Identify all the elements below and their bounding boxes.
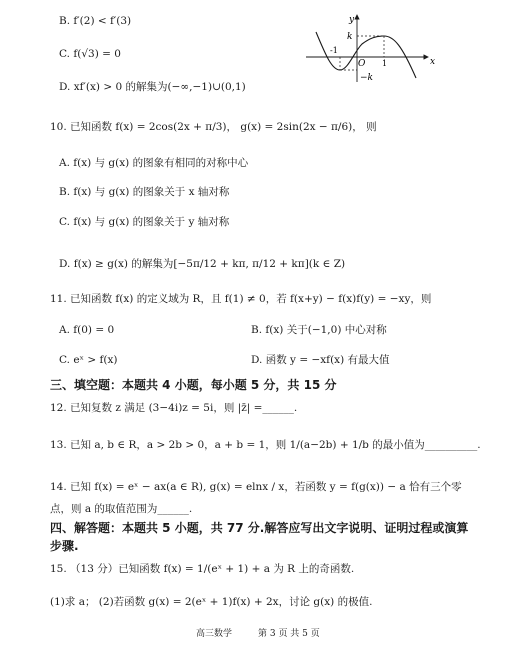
- q12: 12. 已知复数 z 满足 (3−4i)z = 5i，则 |z̄| =______.: [50, 402, 298, 414]
- q9-option-d: D. xf′(x) > 0 的解集为(−∞,−1)∪(0,1): [59, 81, 246, 93]
- section-3-heading: 三、填空题：本题共 4 小题，每小题 5 分，共 15 分: [50, 378, 337, 392]
- q11-option-c: C. eˣ > f(x): [59, 354, 118, 366]
- q11-option-b: B. f(x) 关于(−1,0) 中心对称: [251, 324, 387, 336]
- q13: 13. 已知 a, b ∈ R，a > 2b > 0，a + b = 1，则 1/(a−2b) + 1/b 的最小值为__________.: [50, 439, 481, 451]
- footer-subject: 高三数学: [196, 629, 233, 639]
- k-label: k: [347, 32, 353, 42]
- q11-option-d: D. 函数 y = −xf(x) 有最大值: [251, 354, 390, 366]
- derivative-curve: [316, 32, 416, 78]
- origin-label: O: [358, 59, 366, 69]
- tick-1-label: 1: [382, 59, 388, 68]
- x-axis-label: x: [430, 57, 436, 67]
- q11-stem: 11. 已知函数 f(x) 的定义域为 R，且 f(1) ≠ 0，若 f(x+y) − f(x)f(y) = −xy，则: [50, 293, 432, 305]
- q15-parts: (1)求 a； (2)若函数 g(x) = 2(eˣ + 1)f(x) + 2x，讨论 g(x) 的极值.: [50, 596, 373, 608]
- q10-option-d: D. f(x) ≥ g(x) 的解集为[−5π/12 + kπ, π/12 + kπ](k ∈ Z): [59, 258, 346, 270]
- q9-option-b: B. f′(2) < f′(3): [59, 15, 132, 27]
- y-axis-label: y: [349, 15, 355, 25]
- section-4-heading-line-2: 步骤.: [50, 539, 79, 553]
- q10-stem: 10. 已知函数 f(x) = 2cos(2x + π/3)， g(x) = 2sin(2x − π/6)， 则: [50, 121, 377, 133]
- derivative-graph: [302, 12, 442, 84]
- q15-stem: 15. （13 分）已知函数 f(x) = 1/(eˣ + 1) + a 为 R 上的奇函数.: [50, 563, 355, 575]
- q9-option-c: C. f(√3) = 0: [59, 48, 121, 60]
- q14-line-1: 14. 已知 f(x) = eˣ − ax(a ∈ R), g(x) = elnx / x，若函数 y = f(g(x)) − a 恰有三个零: [50, 481, 462, 493]
- tick-neg1-label: -1: [330, 46, 338, 55]
- footer-page: 第 3 页 共 5 页: [258, 629, 320, 639]
- section-4-heading-line-1: 四、解答题：本题共 5 小题，共 77 分.解答应写出文字说明、证明过程或演算: [50, 521, 469, 535]
- q11-option-a: A. f(0) = 0: [59, 324, 115, 336]
- neg-k-label: −k: [360, 73, 373, 83]
- q10-option-c: C. f(x) 与 g(x) 的图象关于 y 轴对称: [59, 216, 230, 228]
- q10-option-b: B. f(x) 与 g(x) 的图象关于 x 轴对称: [59, 186, 230, 198]
- q10-option-a: A. f(x) 与 g(x) 的图象有相同的对称中心: [59, 157, 249, 169]
- q14-line-2: 点，则 a 的取值范围为______.: [50, 503, 193, 515]
